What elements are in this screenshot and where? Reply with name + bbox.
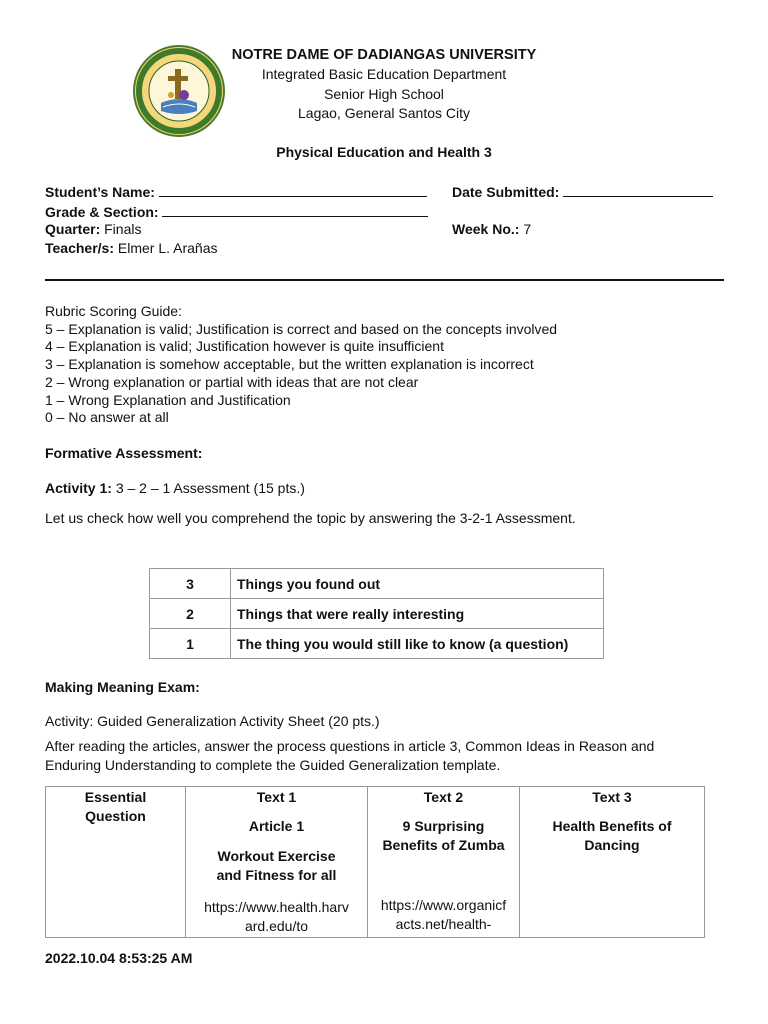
essential-question-cell: [46, 787, 186, 938]
teacher-label: Teacher/s:: [45, 240, 114, 256]
cell-text: Question: [85, 808, 146, 824]
grade-section-field[interactable]: [45, 202, 428, 220]
grade-section-blank[interactable]: [162, 202, 428, 217]
article-name: and Fitness for all: [216, 867, 337, 883]
school-name: Senior High School: [324, 86, 444, 102]
text1-cell: [186, 787, 368, 938]
activity1-text: 3 – 2 – 1 Assessment (15 pts.): [115, 480, 305, 496]
grade-section-label: Grade & Section:: [45, 204, 159, 220]
formative-heading: Formative Assessment:: [45, 445, 203, 461]
student-name-blank[interactable]: [159, 182, 427, 197]
row-prompt: Things that were really interesting: [231, 599, 604, 629]
table-row: [150, 629, 604, 659]
table-row: [150, 569, 604, 599]
article-name: 9 Surprising: [402, 818, 485, 834]
date-submitted-field[interactable]: [452, 182, 713, 200]
activity1-row: [45, 480, 305, 496]
activity2-text: Activity: Guided Generalization Activity Sheet (20 pts.): [45, 713, 380, 729]
cell-title: Text 2: [423, 789, 464, 805]
row-number: 2: [150, 599, 231, 629]
row-prompt: Things you found out: [231, 569, 604, 599]
week-value: 7: [523, 221, 532, 237]
quarter-row: [45, 221, 141, 237]
student-name-field[interactable]: [45, 182, 427, 200]
guided-generalization-table: [45, 786, 705, 938]
text3-cell: [520, 787, 705, 938]
row-prompt: The thing you would still like to know (a question): [231, 629, 604, 659]
rubric-title: Rubric Scoring Guide:: [45, 303, 182, 319]
rubric-guide: [45, 303, 557, 427]
date-submitted-blank[interactable]: [563, 182, 713, 197]
row-number: 3: [150, 569, 231, 599]
article-name: Workout Exercise: [217, 848, 336, 864]
date-submitted-label: Date Submitted:: [452, 184, 560, 200]
rubric-item: 5 – Explanation is valid; Justification is correct and based on the concepts involved: [45, 320, 558, 337]
activity1-label: Activity 1:: [45, 480, 112, 496]
rubric-item: 0 – No answer at all: [45, 409, 169, 426]
rubric-item: 1 – Wrong Explanation and Justification: [45, 391, 291, 408]
activity2-instruction-line1: After reading the articles, answer the process questions in article 3, Common Ideas in Reason and: [45, 738, 655, 754]
quarter-value: Finals: [104, 221, 142, 237]
quarter-label: Quarter:: [45, 221, 101, 237]
location: Lagao, General Santos City: [298, 105, 470, 121]
teacher-row: [45, 240, 218, 256]
week-label: Week No.:: [452, 221, 520, 237]
subject-title: Physical Education and Health 3: [276, 144, 492, 160]
article-url[interactable]: acts.net/health-: [395, 916, 492, 932]
activity2-instruction-line2: Enduring Understanding to complete the Guided Generalization template.: [45, 757, 501, 773]
student-name-label: Student’s Name:: [45, 184, 155, 200]
rubric-item: 4 – Explanation is valid; Justification however is quite insufficient: [45, 338, 444, 355]
week-row: [452, 221, 531, 237]
cell-text: Essential: [84, 789, 147, 805]
article-name: Health Benefits of: [552, 818, 672, 834]
table-row: [46, 787, 705, 938]
rubric-item: 3 – Explanation is somehow acceptable, but the written explanation is incorrect: [45, 356, 534, 373]
teacher-value: Elmer L. Arañas: [117, 240, 218, 256]
article-url[interactable]: https://www.organicf: [380, 897, 507, 913]
table-row: [150, 599, 604, 629]
cell-title: Text 1: [256, 789, 297, 805]
activity1-instruction: Let us check how well you comprehend the topic by answering the 3-2-1 Assessment.: [45, 510, 576, 526]
cell-title: Text 3: [592, 789, 632, 805]
article-name: Benefits of Zumba: [382, 837, 505, 853]
text2-cell: [368, 787, 520, 938]
assessment-321-table: [149, 568, 604, 659]
article-url[interactable]: ard.edu/to: [244, 918, 309, 934]
rubric-item: 2 – Wrong explanation or partial with ideas that are not clear: [45, 373, 419, 390]
making-meaning-heading: Making Meaning Exam:: [45, 679, 200, 695]
timestamp: 2022.10.04 8:53:25 AM: [45, 950, 193, 966]
row-number: 1: [150, 629, 231, 659]
university-name: NOTRE DAME OF DADIANGAS UNIVERSITY: [231, 47, 537, 63]
article-url[interactable]: https://www.health.harv: [204, 899, 349, 915]
article-name: Dancing: [584, 837, 640, 853]
header-divider: [45, 279, 724, 281]
department-name: Integrated Basic Education Department: [261, 66, 507, 82]
cell-subtitle: Article 1: [248, 818, 305, 834]
